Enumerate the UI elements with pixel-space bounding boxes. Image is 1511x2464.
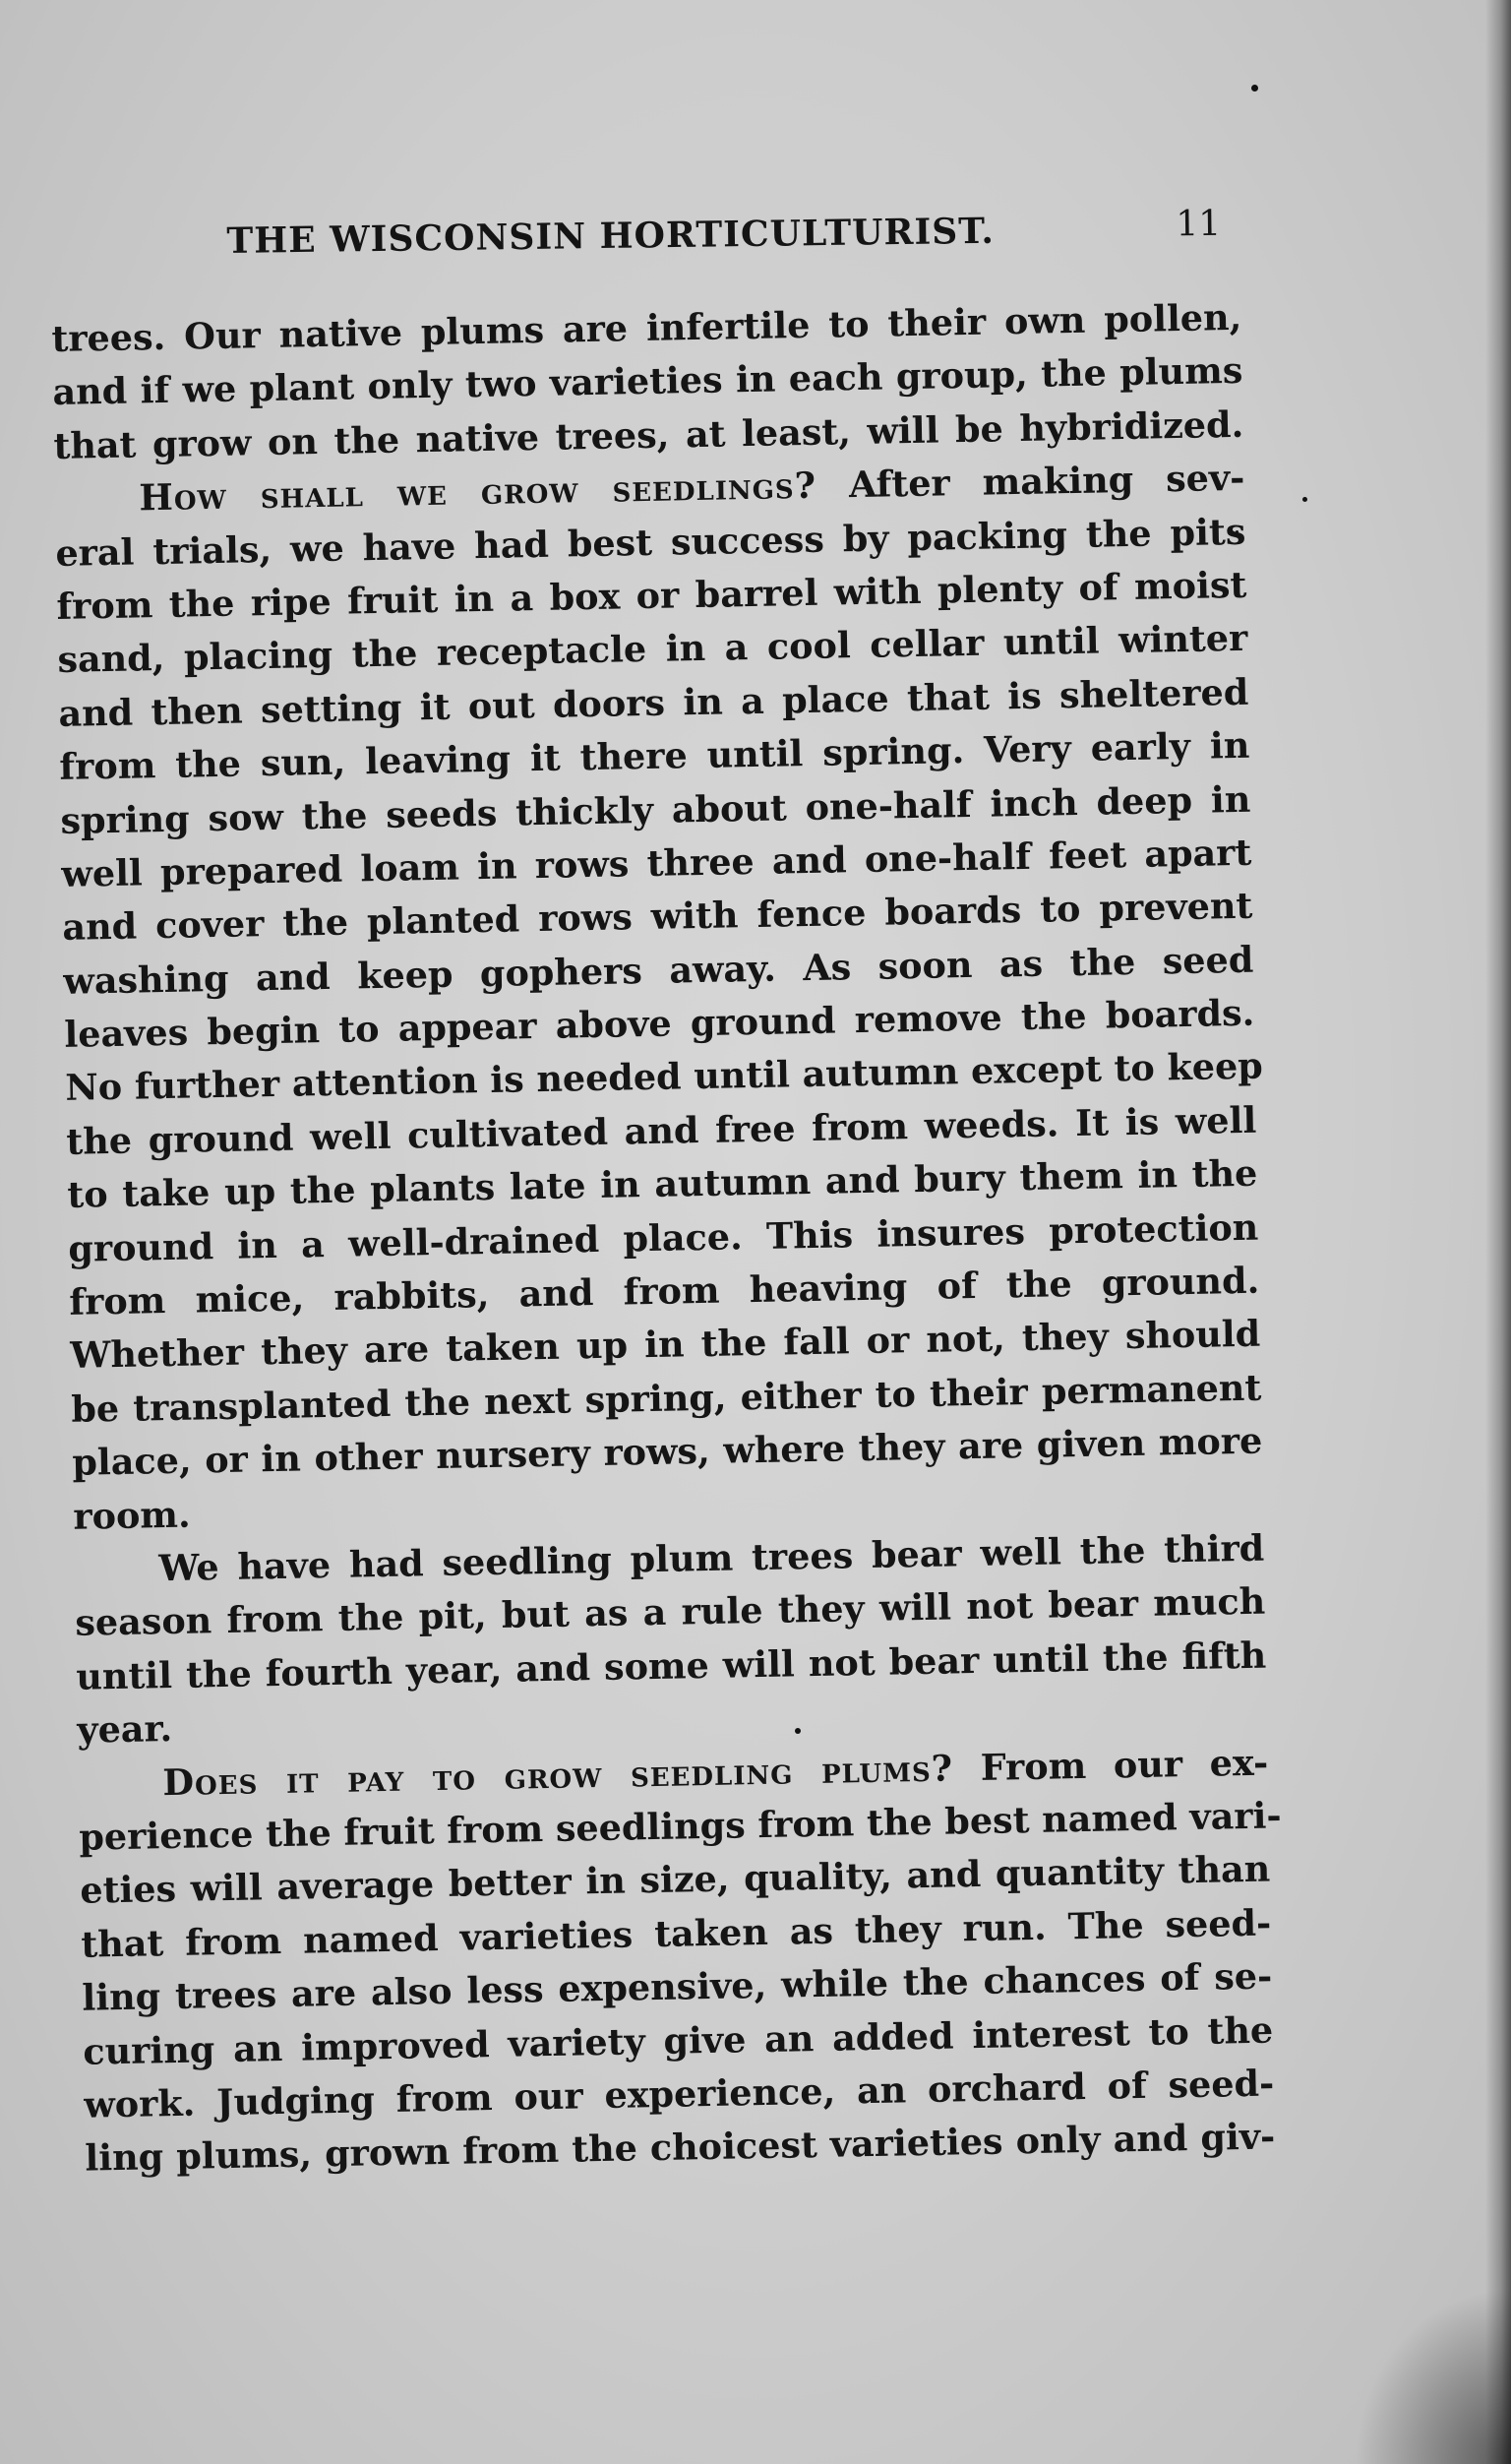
text-line: leaves begin to appear above ground remove the boards. — [64, 991, 1255, 1056]
text-line: year. — [77, 1707, 173, 1752]
text-line: ground in a well-drained place. This insures protection — [68, 1205, 1259, 1270]
text-line: until the fourth year, and some will not bear until the fifth — [76, 1633, 1267, 1698]
text-line: and then setting it out doors in a place that is sheltered — [58, 670, 1249, 735]
text-line: be transplanted the next spring, either to their permanent — [71, 1366, 1262, 1431]
text-line: from the ripe fruit in a box or barrel with plenty of moist — [56, 563, 1247, 628]
dust-speck — [1251, 85, 1258, 92]
text-line: place, or in other nursery rows, where they are given more — [72, 1419, 1263, 1485]
text-line: Whether they are taken up in the fall or not, they should — [70, 1313, 1261, 1378]
text-line: to take up the plants late in autumn and bury them in the — [67, 1151, 1258, 1217]
text-line: that grow on the native trees, at least, will be hybridized. — [53, 402, 1244, 467]
text-line: and cover the planted rows with fence boards to prevent — [62, 885, 1253, 950]
body-text — [51, 291, 1282, 2187]
text-line: We have had seedling plum trees bear well the third — [158, 1526, 1265, 1590]
text-line: from mice, rabbits, and from heaving of the ground. — [69, 1259, 1260, 1324]
text-fragment: From our ex- — [980, 1741, 1269, 1789]
dust-speck — [1302, 497, 1307, 502]
text-line: well prepared loam in rows three and one-half feet apart — [61, 831, 1252, 895]
text-line: room. — [73, 1493, 192, 1538]
text-line: eral trials, we have had best success by packing the pits — [55, 510, 1246, 575]
section-heading: Does it pay to grow seedling plums? — [161, 1746, 954, 1804]
text-line: that from named varieties taken as they run. The seed- — [80, 1901, 1272, 1966]
page-number: 11 — [1176, 203, 1222, 245]
text-line: work. Judging from our experience, an orchard of seed- — [83, 2062, 1275, 2126]
text-line: curing an improved variety give an added interest to the — [82, 2008, 1274, 2073]
text-line: and if we plant only two varieties in each group, the plums — [52, 349, 1243, 414]
running-header — [226, 196, 1221, 268]
text-line: ling trees are also less expensive, while the chances of se- — [81, 1954, 1273, 2019]
text-line: No further attention is needed until autumn except to keep — [65, 1045, 1264, 1110]
text-line: perience the fruit from seedlings from the best named vari- — [78, 1794, 1282, 1859]
text-line: sand, placing the receptacle in a cool cellar until winter — [57, 617, 1248, 682]
text-line: washing and keep gophers away. As soon as the seed — [63, 938, 1254, 1003]
section-heading: How shall we grow seedlings? — [139, 463, 817, 520]
text-line: ling plums, grown from the choicest varieties only and giv- — [84, 2115, 1276, 2180]
text-line: the ground well cultivated and free from weeds. It is well — [66, 1098, 1257, 1163]
text-line: season from the pit, but as a rule they will not bear much — [75, 1579, 1266, 1645]
text-line: spring sow the seeds thickly about one-half inch deep in — [60, 777, 1251, 842]
text-line: eties will average better in size, quality, and quantity than — [79, 1847, 1271, 1913]
page-edge-shadow — [1485, 0, 1511, 2464]
text-fragment: After making sev- — [848, 456, 1245, 507]
page-corner-shadow — [1354, 2287, 1511, 2464]
text-line: from the sun, leaving it there until spring. Very early in — [59, 723, 1250, 789]
text-line: trees. Our native plums are infertile to their own pollen, — [51, 295, 1242, 360]
running-title: THE WISCONSIN HORTICULTURIST. — [226, 210, 996, 262]
